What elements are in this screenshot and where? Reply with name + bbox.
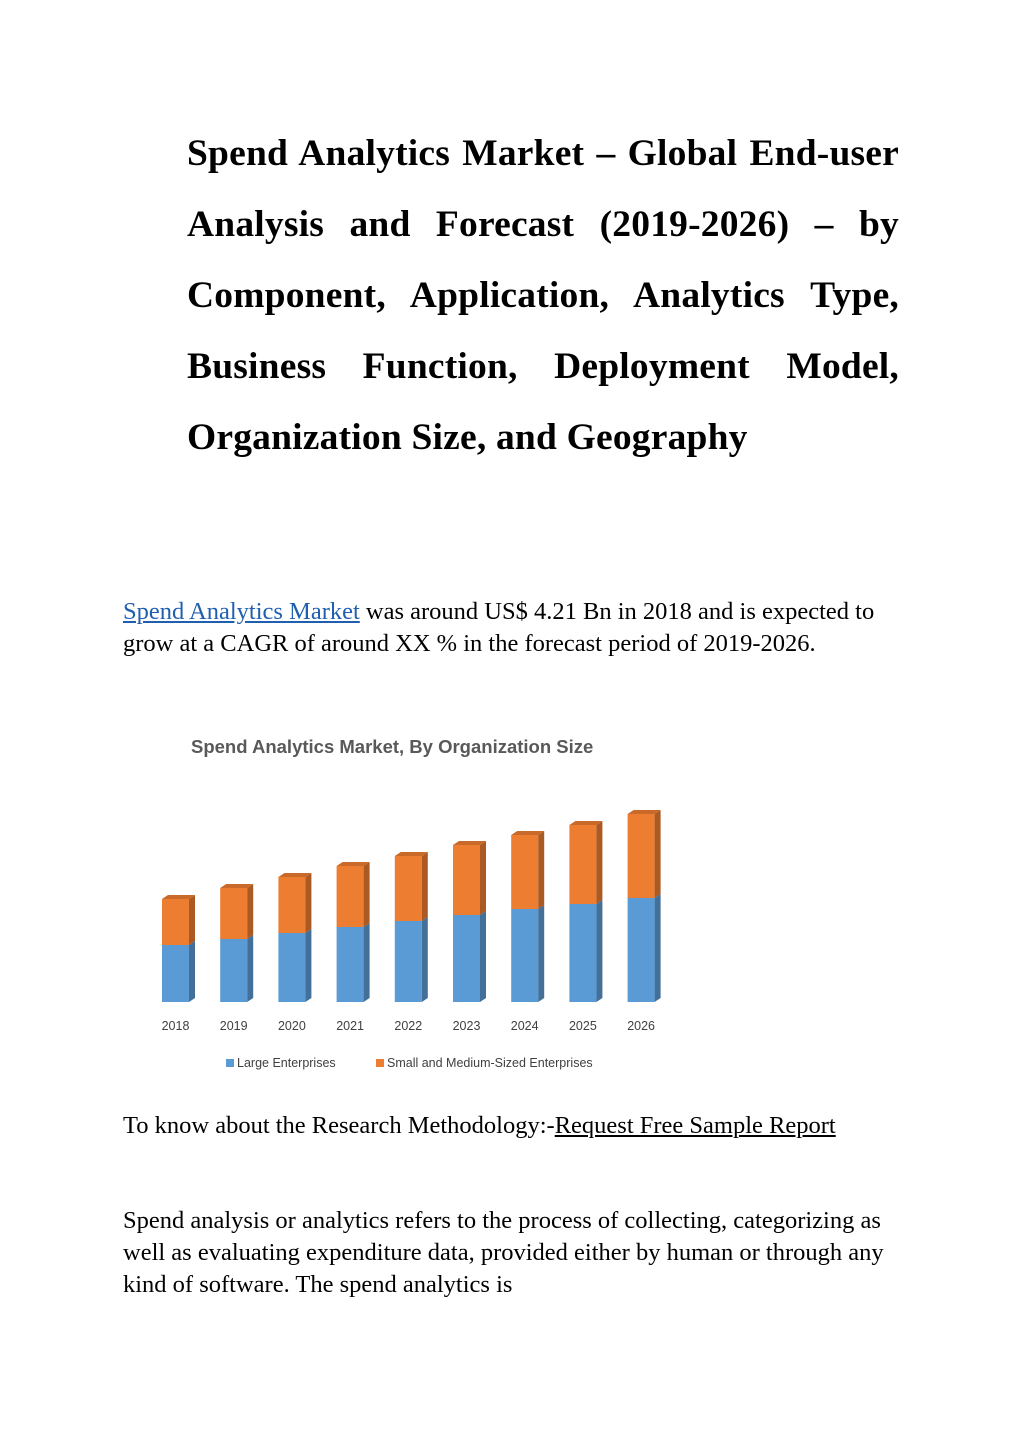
bar-large-2023-side	[480, 911, 486, 1002]
bar-sme-2018-side	[189, 895, 195, 945]
bar-large-2022-side	[422, 917, 428, 1002]
chart-legend	[226, 1056, 593, 1070]
bar-large-2021-front	[337, 927, 364, 1002]
bar-large-2020	[278, 929, 311, 1002]
bar-sme-2021-side	[364, 862, 370, 927]
bar-large-2019-side	[247, 935, 253, 1002]
bar-sme-2018-front	[162, 899, 189, 945]
chart-title: Spend Analytics Market, By Organization Size	[191, 736, 594, 757]
bar-large-2024	[511, 905, 544, 1002]
bar-large-2022	[395, 917, 428, 1002]
bar-large-2020-side	[305, 929, 311, 1002]
x-tick-label-2026: 2026	[627, 1019, 656, 1033]
legend-label-sme: Small and Medium-Sized Enterprises	[387, 1056, 593, 1070]
chart-bars	[162, 810, 661, 1002]
bar-sme-2023-front	[453, 845, 480, 915]
organization-size-chart	[140, 722, 700, 1082]
bar-large-2018	[162, 941, 195, 1002]
bar-sme-2022	[395, 852, 428, 921]
spend-analytics-market-link[interactable]: Spend Analytics Market	[123, 598, 360, 625]
x-tick-label-2023: 2023	[452, 1019, 481, 1033]
x-tick-label-2018: 2018	[161, 1019, 190, 1033]
bar-sme-2020-front	[278, 877, 305, 933]
x-tick-label-2022: 2022	[394, 1019, 423, 1033]
bar-sme-2022-side	[422, 852, 428, 921]
bar-large-2026-side	[655, 894, 661, 1002]
bar-sme-2023-side	[480, 841, 486, 915]
x-tick-label-2021: 2021	[336, 1019, 365, 1033]
bar-sme-2019-front	[220, 888, 247, 939]
bar-sme-2026-side	[655, 810, 661, 898]
bar-sme-2024	[511, 831, 544, 909]
bar-large-2025-side	[596, 900, 602, 1002]
bar-large-2020-front	[278, 933, 305, 1002]
methodology-paragraph	[123, 1110, 903, 1142]
bar-large-2026-front	[628, 898, 655, 1002]
bar-large-2025	[569, 900, 602, 1002]
legend-swatch-sme	[376, 1059, 384, 1067]
bar-large-2025-front	[569, 904, 596, 1002]
x-tick-label-2020: 2020	[277, 1019, 306, 1033]
bar-sme-2020-side	[305, 873, 311, 933]
legend-swatch-large	[226, 1059, 234, 1067]
bar-sme-2021	[337, 862, 370, 927]
bar-sme-2022-front	[395, 856, 422, 921]
bar-sme-2020	[278, 873, 311, 933]
request-sample-link[interactable]: Request Free Sample Report	[554, 1112, 836, 1139]
bar-sme-2025-side	[596, 821, 602, 904]
legend-label-large: Large Enterprises	[237, 1056, 336, 1070]
bar-sme-2025	[569, 821, 602, 904]
definition-paragraph: Spend analysis or analytics refers to the process of collecting, categorizing as well as evaluating expenditure data, provided either by human or through any kind of software. The spend analytics is	[123, 1207, 884, 1298]
bar-sme-2025-front	[569, 825, 596, 904]
intro-paragraph	[123, 596, 903, 660]
page-title: Spend Analytics Market – Global End-user Analysis and Forecast (2019-2026) – by Component, Application, Analytics Type, Business Function, Deployment Model, Organization Size, and Geography	[187, 133, 899, 458]
x-tick-label-2025: 2025	[568, 1019, 597, 1033]
intro-text: was around US$ 4.21 Bn in 2018 and is expected to grow at a CAGR of around XX % in the forecast period of 2019-2026.	[123, 598, 875, 657]
bar-sme-2026	[628, 810, 661, 898]
x-tick-label-2024: 2024	[510, 1019, 539, 1033]
bar-large-2019	[220, 935, 253, 1002]
bar-large-2022-front	[395, 921, 422, 1002]
bar-sme-2024-side	[538, 831, 544, 909]
x-tick-label-2019: 2019	[219, 1019, 248, 1033]
bar-sme-2026-front	[628, 814, 655, 898]
bar-large-2023	[453, 911, 486, 1002]
bar-sme-2023	[453, 841, 486, 915]
bar-large-2026	[628, 894, 661, 1002]
bar-large-2021-side	[364, 923, 370, 1002]
bar-sme-2018	[162, 895, 195, 945]
bar-large-2018-front	[162, 945, 189, 1002]
bar-large-2024-side	[538, 905, 544, 1002]
bar-large-2021	[337, 923, 370, 1002]
bar-sme-2019-side	[247, 884, 253, 939]
bar-large-2023-front	[453, 915, 480, 1002]
bar-sme-2019	[220, 884, 253, 939]
bar-sme-2024-front	[511, 835, 538, 909]
bar-large-2019-front	[220, 939, 247, 1002]
bar-sme-2021-front	[337, 866, 364, 927]
chart-x-labels	[162, 1019, 655, 1033]
bar-large-2024-front	[511, 909, 538, 1002]
bar-large-2018-side	[189, 941, 195, 1002]
methodology-text: To know about the Research Methodology:-	[123, 1112, 555, 1139]
